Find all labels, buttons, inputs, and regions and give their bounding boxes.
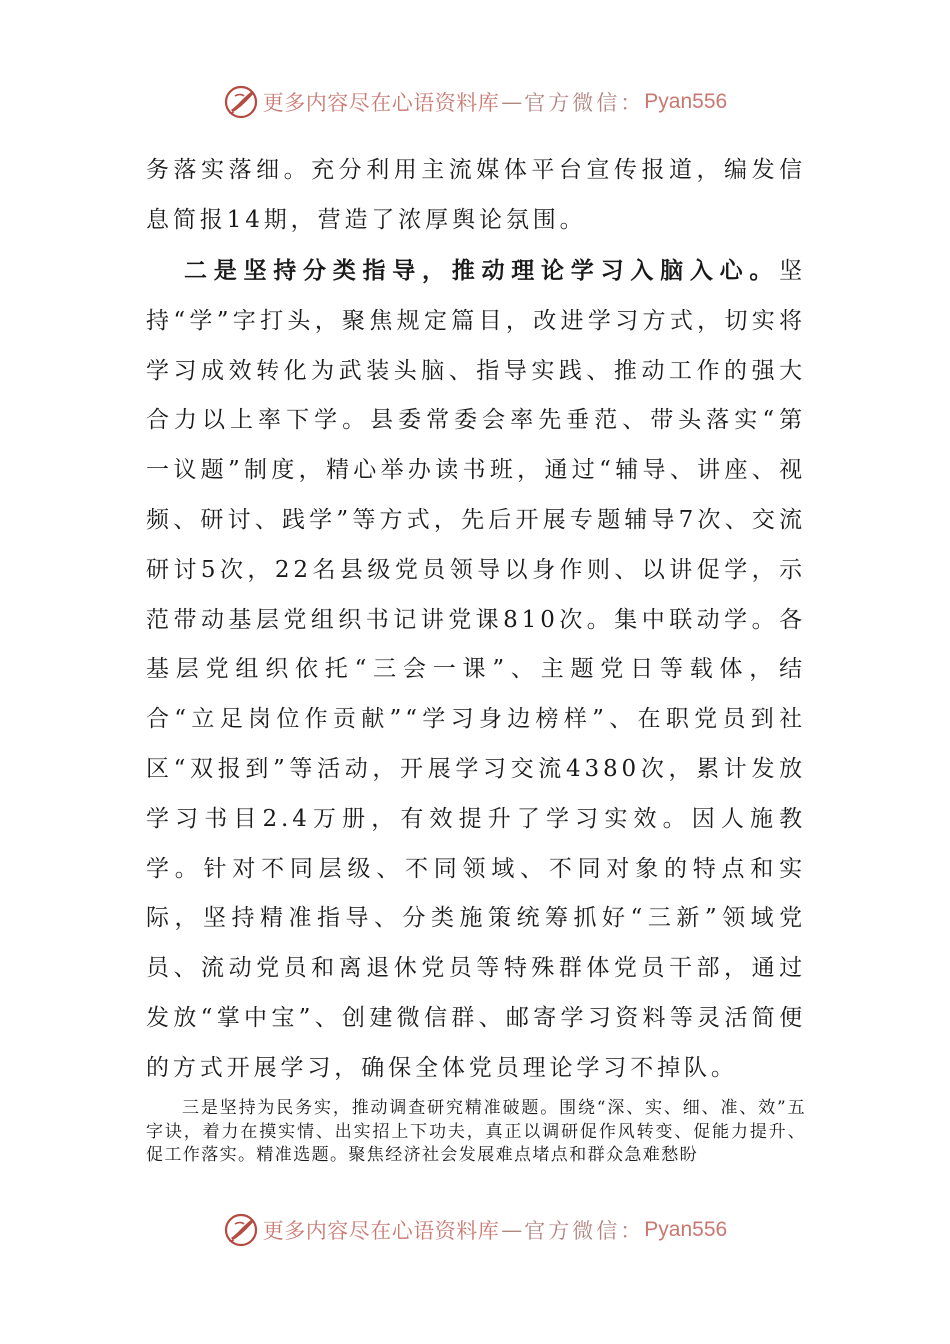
- banner-brand-text: 更多内容尽在心语资料库: [262, 1219, 500, 1243]
- banner-separator: —: [501, 90, 523, 114]
- paragraph-heading: 二是坚持分类指导，推动理论学习入脑入心。: [184, 257, 780, 284]
- paragraph-continuation: 务落实落细。充分利用主流媒体平台宣传报道，编发信息简报14期，营造了浓厚舆论氛围。: [146, 157, 806, 233]
- banner-brand-text: 更多内容尽在心语资料库: [262, 91, 500, 115]
- header-watermark-banner: [0, 82, 950, 122]
- paragraph-research-small: 三是坚持为民务实，推动调查研究精准破题。围绕“深、实、细、准、效”五字诀，着力在摸实情、出实招上下功夫，真正以调研促作风转变、促能力提升、促工作落实。精准选题。聚焦经济社会发展难点堵点和群众急难愁盼: [146, 1098, 806, 1165]
- banner-label: 官方微信：: [524, 1219, 645, 1243]
- paragraph-classified-guidance: [146, 246, 806, 1094]
- pen-logo-icon: [223, 84, 259, 120]
- banner-label: 官方微信：: [524, 91, 645, 115]
- banner-separator: —: [501, 1218, 523, 1242]
- paragraph-body: 坚持“学”字打头，聚焦规定篇目，改进学习方式，切实将学习成效转化为武装头脑、指导实践、推动工作的强大合力以上率下学。县委常委会率先垂范、带头落实“第一议题”制度，精心举办读书班，通过“辅导、讲座、视频、研讨、践学”等方式，先后开展专题辅导7次、交流研讨5次，22名县级党员领导以身作则、以讲促学，示范带动基层党组织书记讲党课810次。集中联动学。各基层党组织依托“三会一课”、主题党日等载体，结合“立足岗位作贡献”“学习身边榜样”、在职党员到社区“双报到”等活动，开展学习交流4380次，累计发放学习书目2.4万册，有效提升了学习实效。因人施教学。针对不同层级、不同领域、不同对象的特点和实际，坚持精准指导、分类施策统筹抓好“三新”领域党员、流动党员和离退休党员等特殊群体党员干部，通过发放“掌中宝”、创建微信群、邮寄学习资料等灵活简便的方式开展学习，确保全体党员理论学习不掉队。: [146, 258, 806, 1081]
- banner-wechat-id: Pyan556: [644, 90, 728, 113]
- pen-logo-icon: [223, 1212, 259, 1248]
- banner-wechat-id: Pyan556: [644, 1218, 728, 1241]
- footer-watermark-banner: [0, 1210, 950, 1250]
